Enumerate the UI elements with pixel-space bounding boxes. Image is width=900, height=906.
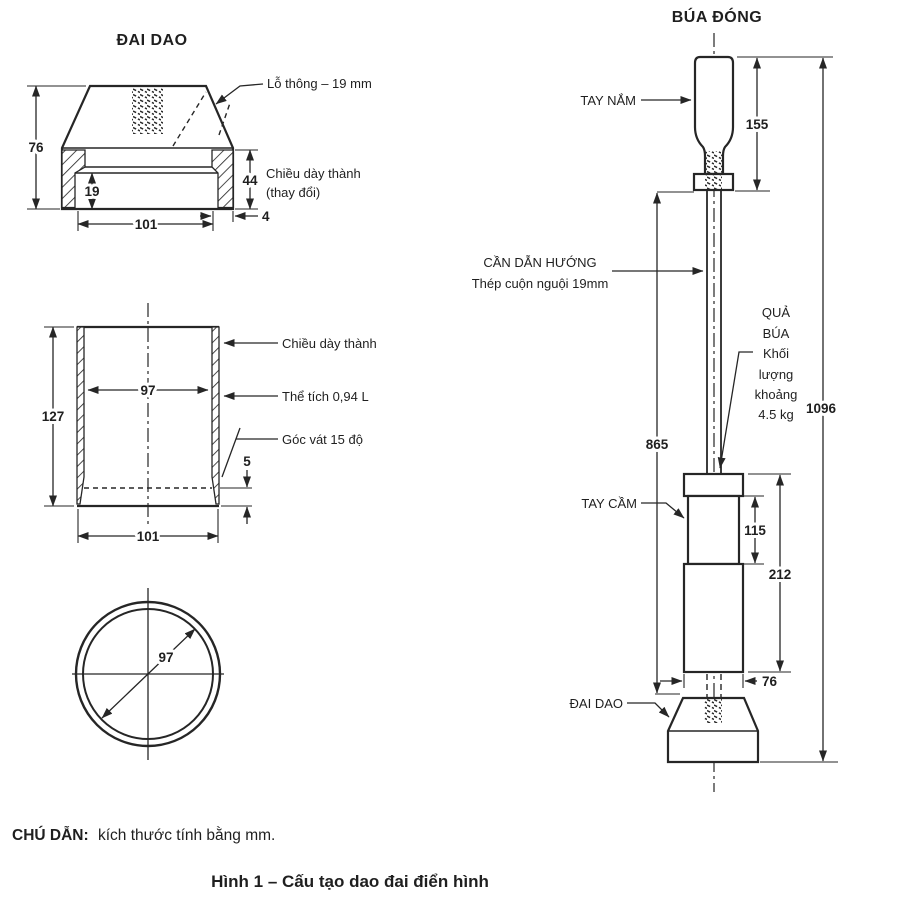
guide-rod-label-2: Thép cuộn nguội 19mm bbox=[471, 276, 609, 291]
dim-cap-width: 101 bbox=[134, 217, 158, 232]
dim-cap-height: 76 bbox=[28, 140, 44, 155]
body-left-wall-hatch bbox=[77, 327, 84, 504]
figure-ring-plan-view bbox=[72, 588, 224, 760]
dim-plan-inner-dia: 97 bbox=[158, 650, 174, 665]
dim-weight-length: 212 bbox=[768, 567, 792, 582]
weight-label-4: lượng bbox=[758, 367, 794, 382]
weight-label-3: Khối bbox=[762, 346, 790, 361]
dim-weight-width: 76 bbox=[762, 674, 778, 689]
weight-top-cap bbox=[684, 474, 743, 496]
grip-label: TAY CẦM bbox=[581, 496, 637, 511]
weight-label-6: 4.5 kg bbox=[758, 407, 794, 422]
figure-ring-cap-section bbox=[27, 32, 372, 232]
dim-overall-length: 1096 bbox=[805, 401, 837, 416]
figure-ring-body-section bbox=[42, 303, 377, 544]
base-thread bbox=[704, 697, 722, 723]
weight-leader bbox=[720, 352, 753, 468]
cap-threaded-hole bbox=[132, 88, 163, 134]
wall-variable-label-2: (thay đổi) bbox=[266, 185, 321, 200]
dim-body-height: 127 bbox=[41, 409, 65, 424]
dim-handle-length: 155 bbox=[745, 117, 769, 132]
hammer-title: BÚA ĐÓNG bbox=[671, 9, 763, 26]
notes-and-caption bbox=[12, 826, 489, 891]
ring-title: ĐAI DAO bbox=[116, 32, 188, 49]
weight-lower-section bbox=[684, 564, 743, 672]
dim-body-outer-width: 101 bbox=[136, 529, 160, 544]
bevel-angle-line bbox=[222, 428, 240, 477]
figure-caption: Hình 1 – Cấu tạo dao đai điển hình bbox=[211, 872, 489, 891]
dim-body-inner-dia: 97 bbox=[140, 383, 156, 398]
base-ring-label: ĐAI DAO bbox=[569, 696, 623, 711]
weight-label-5: khoảng bbox=[754, 387, 798, 402]
hole-leader bbox=[216, 84, 263, 104]
base-ring-leader bbox=[627, 703, 669, 717]
hole-label: Lỗ thông – 19 mm bbox=[267, 76, 372, 91]
figure-driving-hammer bbox=[472, 7, 838, 792]
dim-drop-length: 865 bbox=[645, 437, 669, 452]
handle-label: TAY NẮM bbox=[580, 93, 636, 108]
guide-rod-label-1: CẦN DẪN HƯỚNG bbox=[483, 255, 597, 270]
wall-thickness-label: Chiều dày thành bbox=[282, 336, 377, 351]
weight-label-2: BÚA bbox=[762, 326, 790, 341]
handle-thread bbox=[705, 151, 722, 189]
dim-cap-step: 19 bbox=[84, 184, 100, 199]
dim-body-bevel: 5 bbox=[243, 454, 251, 469]
volume-label: Thể tích 0,94 L bbox=[282, 389, 369, 404]
body-right-wall-hatch bbox=[212, 327, 219, 504]
dim-cap-wall-height: 44 bbox=[242, 173, 258, 188]
bevel-label: Góc vát 15 độ bbox=[282, 432, 363, 447]
weight-upper-section bbox=[688, 496, 739, 564]
note-text: kích thước tính bằng mm. bbox=[98, 827, 276, 844]
wall-variable-label-1: Chiều dày thành bbox=[266, 166, 361, 181]
weight-label-1: QUẢ bbox=[761, 305, 791, 320]
grip-leader bbox=[641, 503, 684, 518]
note-label: CHÚ DẪN: bbox=[12, 827, 89, 844]
dim-grip-upper: 115 bbox=[744, 523, 766, 538]
dim-cap-lip: 4 bbox=[262, 209, 270, 224]
